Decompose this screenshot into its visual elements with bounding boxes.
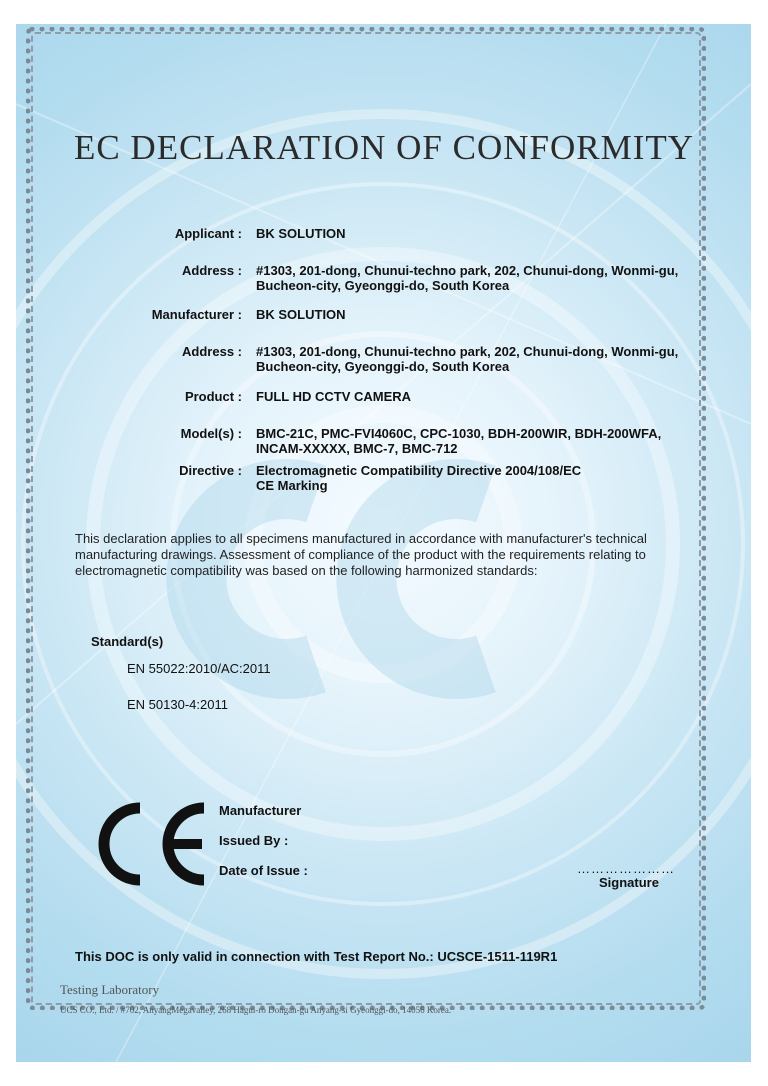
manufacturer-label: Manufacturer : xyxy=(151,307,242,322)
applicant-label: Applicant : xyxy=(174,226,242,241)
models-line2: INCAM-XXXXX, BMC-7, BMC-712 xyxy=(256,441,458,456)
models-line1: BMC-21C, PMC-FVI4060C, CPC-1030, BDH-200WIR, BDH-200WFA, xyxy=(256,426,662,441)
applicant-address-line1: #1303, 201-dong, Chunui-techno park, 202, Chunui-dong, Wonmi-gu, xyxy=(256,263,679,278)
directive-label: Directive : xyxy=(179,463,242,478)
directive-line2: CE Marking xyxy=(256,478,328,493)
standard-item: EN 55022:2010/AC:2011 xyxy=(127,661,271,676)
models-label: Model(s) : xyxy=(180,426,242,441)
manufacturer-address-line1: #1303, 201-dong, Chunui-techno park, 202, Chunui-dong, Wonmi-gu, xyxy=(256,344,679,359)
applicant-address-label: Address : xyxy=(182,263,242,278)
validity-note: This DOC is only valid in connection with Test Report No.: UCSCE-1511-119R1 xyxy=(75,949,558,964)
applicant-address-line2: Bucheon-city, Gyeonggi-do, South Korea xyxy=(256,278,510,293)
document-title: EC DECLARATION OF CONFORMITY xyxy=(73,128,695,167)
manufacturer-value: BK SOLUTION xyxy=(256,307,346,322)
standard-item: EN 50130-4:2011 xyxy=(127,697,228,712)
testing-lab-title: Testing Laboratory xyxy=(60,982,160,997)
signature-line: ………………… xyxy=(577,861,675,876)
standards-heading: Standard(s) xyxy=(91,634,164,649)
manufacturer-footer-label: Manufacturer xyxy=(219,803,302,818)
product-value: FULL HD CCTV CAMERA xyxy=(256,389,412,404)
manufacturer-address-line2: Bucheon-city, Gyeonggi-do, South Korea xyxy=(256,359,510,374)
signature-label: Signature xyxy=(599,875,659,890)
manufacturer-address-label: Address : xyxy=(182,344,242,359)
testing-lab-address: UCS CO., Ltd. / #702, AnyangMegavalley, 268 Hagui-ro Dongan-gu Anyang-si Gyeonggi-do, 14056 Korea. xyxy=(60,1005,452,1015)
declaration-statement: This declaration applies to all specimens manufactured in accordance with manufacturer's technical manufacturing drawings. Assessment of compliance of the product with the requirements relating to electromagnetic compatibility was based on the following harmonized standards: xyxy=(75,531,647,578)
date-of-issue-label: Date of Issue : xyxy=(219,863,308,878)
directive-line1: Electromagnetic Compatibility Directive 2004/108/EC xyxy=(256,463,582,478)
ce-mark-icon xyxy=(90,802,210,886)
product-label: Product : xyxy=(184,389,242,404)
applicant-value: BK SOLUTION xyxy=(256,226,346,241)
issued-by-label: Issued By : xyxy=(219,833,289,848)
